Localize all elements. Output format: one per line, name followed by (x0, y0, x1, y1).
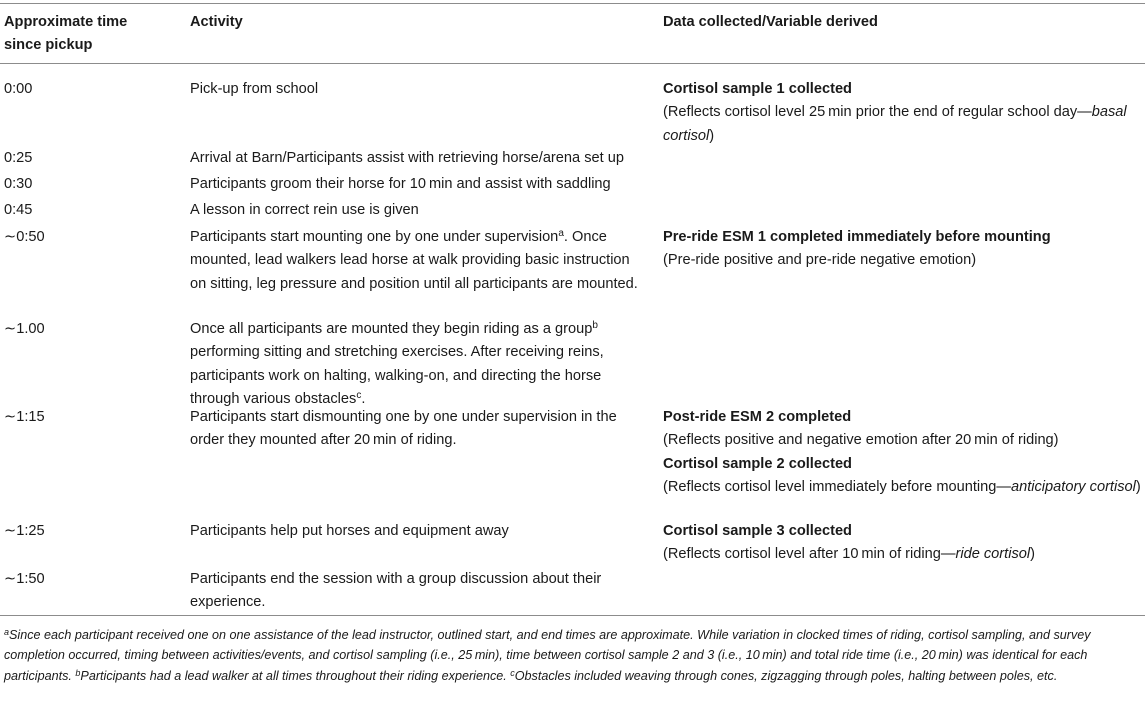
time-cell: ∼1:15 (4, 409, 45, 425)
activity-cell: Participants end the session with a group discussion about their experience. (190, 571, 602, 611)
header-rule (0, 63, 1145, 64)
table-footnote: $^a$Since each participant received one on one assistance of the lead instructor, outlined start, and end times are approximate. While variation in clocked times of riding, cortisol sampling, and survey completion occurred, timing between activities/events, and cortisol sampling (i.e., 25 min), time between cortisol sample 2 and 3 (i.e., 10 min) and total ride time (i.e., 20 min) was identical for each participants. $^b$Participants had a lead walker at all times throughout their riding experience. $^c$Obstacles included weaving through cones, zigzagging through poles, halting between poles, etc. (4, 627, 1091, 683)
activity-cell: Pick-up from school (190, 81, 319, 97)
time-cell: 0:30 (4, 176, 33, 192)
table-top-rule (0, 3, 1145, 4)
activity-cell: A lesson in correct rein use is given (190, 202, 419, 218)
time-cell: 0:25 (4, 150, 33, 166)
data-description: (Pre-ride positive and pre-ride negative emotion) (663, 252, 977, 269)
data-title: Cortisol sample 2 collected (663, 455, 852, 472)
header-time: Approximate time since pickup (4, 14, 128, 53)
data-title: Cortisol sample 1 collected (663, 81, 852, 97)
data-description: (Reflects cortisol level 25 min prior the end of regular school day—basal cortisol) (663, 104, 1127, 144)
data-cell (663, 78, 1143, 148)
data-description: (Reflects cortisol level after 10 min of riding—ride cortisol) (663, 546, 1035, 563)
data-cell (663, 406, 1143, 500)
data-cell (663, 520, 1143, 567)
activity-cell: Arrival at Barn/Participants assist with retrieving horse/arena set up (190, 150, 624, 166)
data-description: (Reflects positive and negative emotion after 20 min of riding) (663, 432, 1059, 449)
data-title: Pre-ride ESM 1 completed immediately before mounting (663, 229, 1051, 245)
activity-cell: Participants help put horses and equipment away (190, 523, 509, 539)
time-cell: ∼1:25 (4, 523, 45, 539)
header-data-collected: Data collected/Variable derived (663, 14, 878, 30)
activity-cell: Once all participants are mounted they begin riding as a group$^b$ performing sitting and stretching exercises. After receiving reins, participants work on halting, walking-on, and directing the horse through various obstacles$^c$. (190, 320, 604, 408)
time-cell: ∼0:50 (4, 229, 45, 245)
time-cell: ∼1:50 (4, 571, 45, 587)
table-bottom-rule (0, 615, 1145, 616)
activity-cell: Participants start mounting one by one under supervision$^a$. Once mounted, lead walkers lead horse at walk providing basic instruction on sitting, leg pressure and position until all participants are mounted. (190, 228, 638, 292)
data-title: Cortisol sample 3 collected (663, 523, 852, 539)
header-activity: Activity (190, 14, 243, 30)
time-cell: 0:45 (4, 202, 33, 218)
activity-cell: Participants groom their horse for 10 min and assist with saddling (190, 176, 611, 192)
time-cell: ∼1.00 (4, 321, 45, 337)
data-cell (663, 226, 1143, 273)
time-cell: 0:00 (4, 81, 33, 97)
data-description: (Reflects cortisol level immediately before mounting—anticipatory cortisol) (663, 479, 1141, 496)
activity-cell: Participants start dismounting one by one under supervision in the order they mounted after 20 min of riding. (190, 409, 617, 449)
data-title: Post-ride ESM 2 completed (663, 409, 852, 425)
